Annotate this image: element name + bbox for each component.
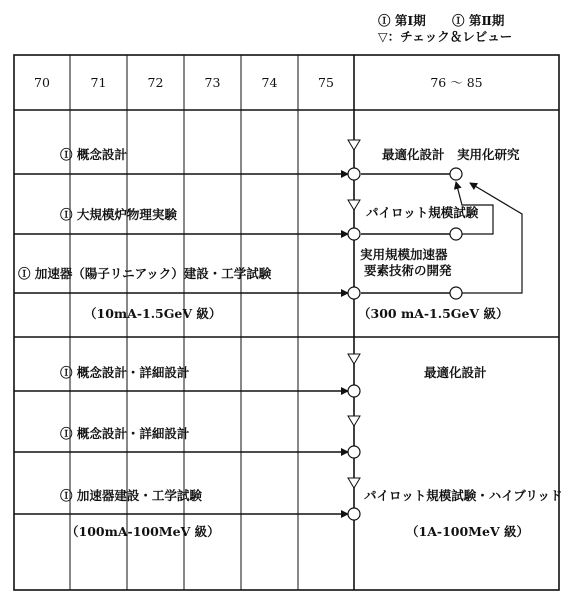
row6-spec-right: （1A‐100MeV 級） <box>406 524 530 539</box>
phase2-label: 第Ⅱ期 <box>468 13 505 28</box>
year-72: 72 <box>147 75 164 90</box>
row5-label: Ⓘ 概念設計・詳細設計 <box>60 426 190 441</box>
review-triangle-icon <box>348 140 360 150</box>
phase-marker: Ⓘ <box>60 207 73 222</box>
year-75: 75 <box>318 75 334 90</box>
year-74: 74 <box>261 75 278 90</box>
row3-right-label-1: 実用規模加速器 <box>360 247 448 262</box>
year-70: 70 <box>34 75 50 90</box>
row1-right-label: 最適化設計 実用化研究 <box>382 147 520 162</box>
review-triangle-icon: ▽ <box>378 29 388 44</box>
row3-label: Ⓘ 加速器（陽子リニアック）建設・工学試験 <box>18 266 272 281</box>
phase-marker: Ⓘ <box>60 147 73 162</box>
review-triangle-icon <box>348 478 360 488</box>
row4-label: Ⓘ 概念設計・詳細設計 <box>60 365 190 380</box>
feedback-connectors <box>456 182 522 293</box>
phase-marker: Ⓘ <box>60 426 73 441</box>
year-76-85: 76 ～ 85 <box>430 75 483 90</box>
phase2-symbol: Ⓘ <box>452 13 465 28</box>
row4-right-label: 最適化設計 <box>424 365 487 380</box>
review-triangle-icon <box>348 354 360 364</box>
column-lines <box>70 55 354 590</box>
row2-right-label: パイロット規模試験 <box>366 205 479 220</box>
timeline-lines <box>14 174 450 514</box>
row6-label: Ⓘ 加速器建設・工学試験 <box>60 488 202 503</box>
year-73: 73 <box>204 75 221 90</box>
phase-marker: Ⓘ <box>18 266 31 281</box>
phase-marker: Ⓘ <box>60 488 73 503</box>
row2-label: Ⓘ 大規模炉物理実験 <box>60 207 177 222</box>
year-71: 71 <box>90 75 107 90</box>
row1-label: Ⓘ 概念設計 <box>60 147 127 162</box>
review-triangle-icon <box>348 416 360 426</box>
row3-spec-left: （10mA‐1.5GeV 級） <box>84 306 222 321</box>
row6-spec-left: （100mA‐100MeV 級） <box>66 524 220 539</box>
row3-right-label-2: 要素技術の開発 <box>364 263 452 278</box>
review-triangle-icon <box>348 200 360 210</box>
phase1-symbol: Ⓘ <box>378 13 391 28</box>
phase-marker: Ⓘ <box>60 365 73 380</box>
milestones <box>348 168 462 520</box>
row6-right-label: パイロット規模試験・ハイブリッド <box>364 488 563 503</box>
outer-frame <box>14 55 559 590</box>
review-label: ：チェック＆レビュー <box>387 29 513 44</box>
row3-spec-right: （300 mA‐1.5GeV 級） <box>358 306 509 321</box>
phase1-label: 第Ⅰ期 <box>394 13 426 28</box>
